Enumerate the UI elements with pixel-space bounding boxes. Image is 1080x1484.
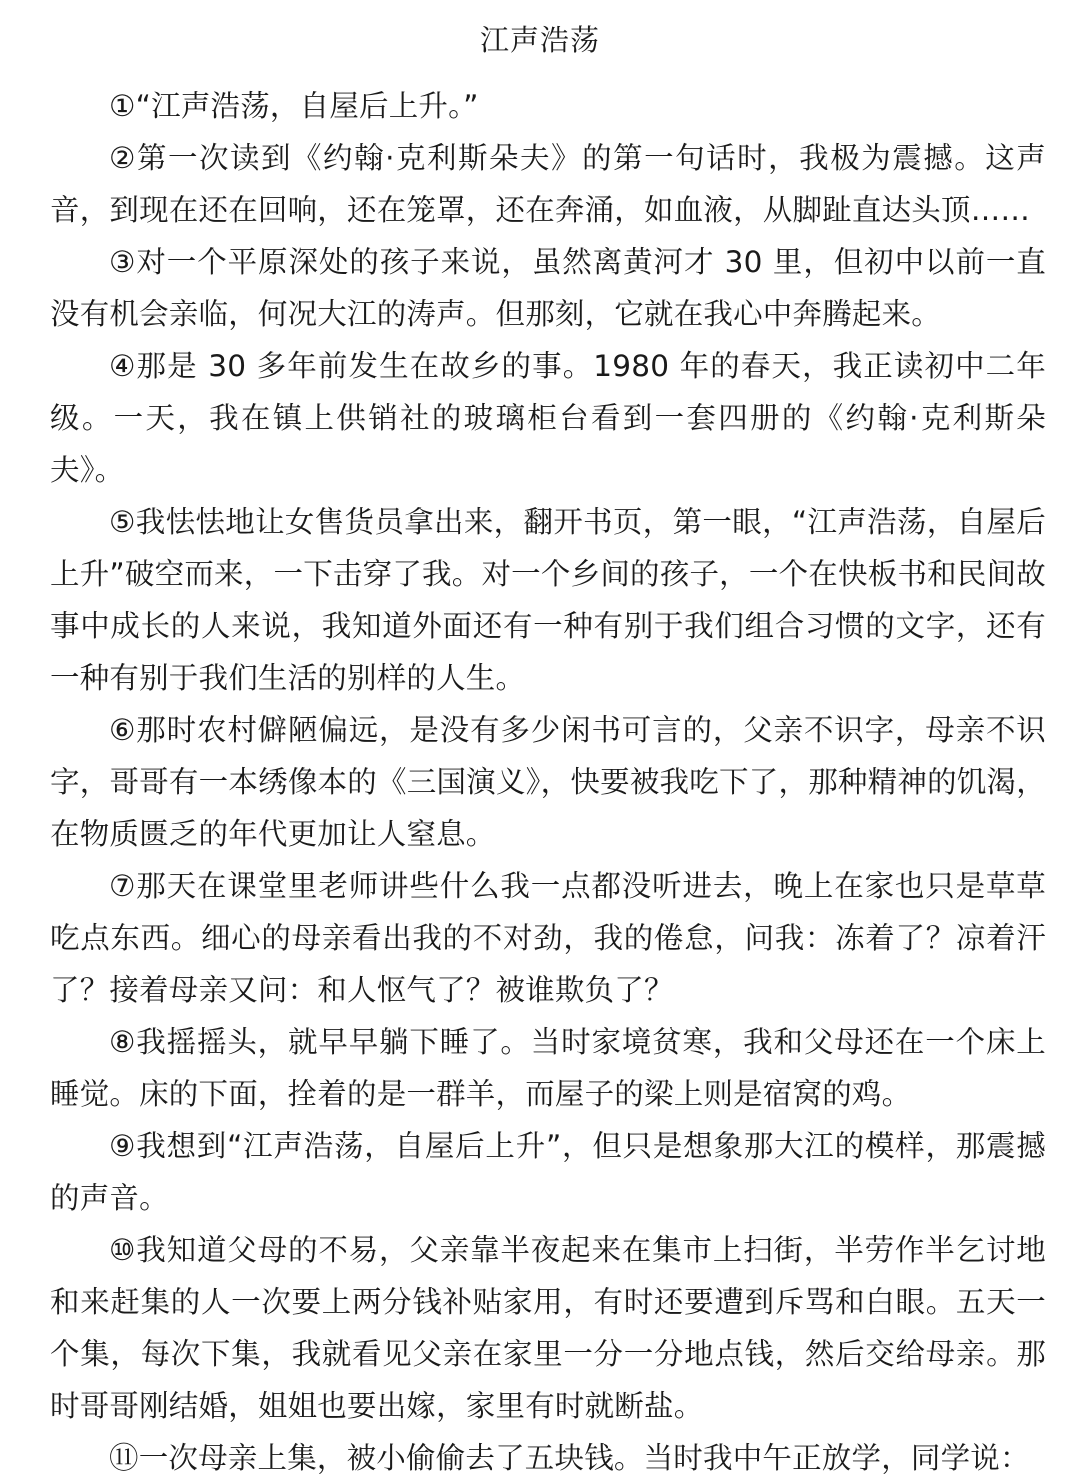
paragraph-9: ⑨我想到“江声浩荡，自屋后上升”，但只是想象那大江的模样，那震撼的声音。 (50, 1129, 1046, 1215)
paragraph-4: ④那是 30 多年前发生在故乡的事。1980 年的春天，我正读初中二年级。一天，我在镇上供销社的玻璃柜台看到一套四册的《约翰·克利斯朵夫》。 (50, 349, 1046, 487)
paragraph-11: ⑪一次母亲上集，被小偷偷去了五块钱。当时我中午正放学，同学说： (109, 1441, 1030, 1475)
paragraph-5: ⑤我怯怯地让女售货员拿出来，翻开书页，第一眼，“江声浩荡，自屋后上升”破空而来，一下击穿了我。对一个乡间的孩子，一个在快板书和民间故事中成长的人来说，我知道外面还有一种有别于我们组合习惯的文字，还有一种有别于我们生活的别样的人生。 (50, 505, 1046, 695)
document-body (50, 80, 1046, 1484)
paragraph-7: ⑦那天在课堂里老师讲些什么我一点都没听进去，晚上在家也只是草草吃点东西。细心的母亲看出我的不对劲，我的倦怠，问我：冻着了？凉着汗了？接着母亲又问：和人怄气了？被谁欺负了？ (50, 869, 1046, 1007)
paragraph-10: ⑩我知道父母的不易，父亲靠半夜起来在集市上扫街，半劳作半乞讨地和来赶集的人一次要上两分钱补贴家用，有时还要遭到斥骂和白眼。五天一个集，每次下集，我就看见父亲在家里一分一分地点钱，然后交给母亲。那时哥哥刚结婚，姐姐也要出嫁，家里有时就断盐。 (50, 1233, 1046, 1423)
paragraph-1: ①“江声浩荡，自屋后上升。” (109, 89, 479, 123)
document-title: 江声浩荡 (479, 23, 600, 57)
paragraph-8: ⑧我摇摇头，就早早躺下睡了。当时家境贫寒，我和父母还在一个床上睡觉。床的下面，拴着的是一群羊，而屋子的梁上则是宿窝的鸡。 (50, 1025, 1046, 1111)
paragraph-6: ⑥那时农村僻陋偏远，是没有多少闲书可言的，父亲不识字，母亲不识字，哥哥有一本绣像本的《三国演义》，快要被我吃下了，那种精神的饥渴，在物质匮乏的年代更加让人窒息。 (50, 713, 1046, 851)
paragraph-3: ③对一个平原深处的孩子来说，虽然离黄河才 30 里，但初中以前一直没有机会亲临，何况大江的涛声。但那刻，它就在我心中奔腾起来。 (50, 245, 1046, 331)
paragraph-2: ②第一次读到《约翰·克利斯朵夫》的第一句话时，我极为震撼。这声音，到现在还在回响，还在笼罩，还在奔涌，如血液，从脚趾直达头顶…… (50, 141, 1046, 227)
